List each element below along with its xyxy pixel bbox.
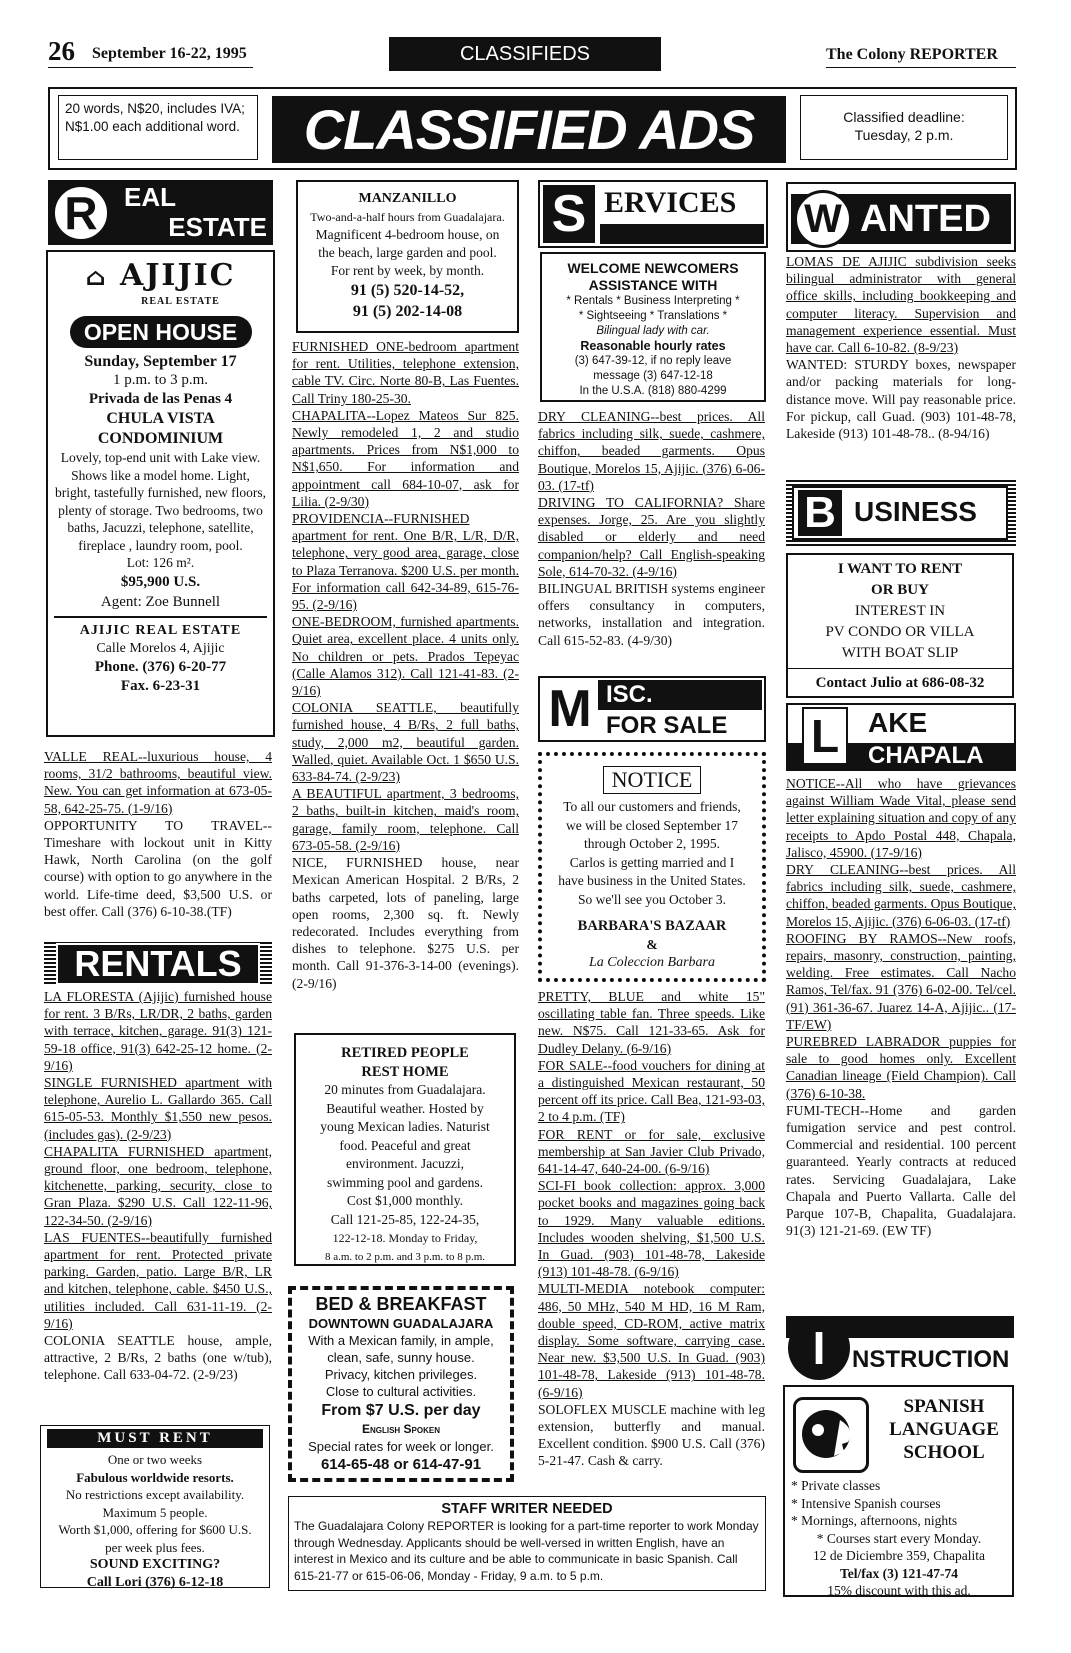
spanish-school-ad bbox=[783, 1385, 1014, 1597]
classified-ad: CHAPALITA FURNISHED apartment, ground floor, one bedroom, telephone, kitchenette, parking, security, close to Gran Plaza. $290 U.S. Call 122-11-96, 122-34-50. (2-9/16) bbox=[44, 1143, 272, 1228]
ajijic-fax: Fax. 6-23-31 bbox=[120, 678, 201, 694]
manzanillo-line: Two-and-a-half hours from Guadalajara. bbox=[310, 210, 505, 224]
must-rent-contact: Call Lori (376) 6-12-18 bbox=[86, 1574, 224, 1590]
manzanillo-phone: 91 (5) 202-14-08 bbox=[352, 303, 463, 320]
school-line: * Courses start every Monday. bbox=[816, 1530, 982, 1546]
must-rent-line: SOUND EXCITING? bbox=[89, 1557, 221, 1572]
retired-title: REST HOME bbox=[361, 1063, 449, 1080]
ajijic-logo-sub: REAL ESTATE bbox=[141, 296, 220, 307]
business-letter: B bbox=[798, 490, 842, 536]
notice-amp: & bbox=[646, 936, 658, 952]
must-rent-line: per week plus fees. bbox=[105, 1539, 205, 1555]
bnb-line: Close to cultural activities. bbox=[325, 1384, 477, 1399]
classified-ad: NOTICE--All who have grievances against William Wade Vital, please send letter explaining situation and copy of any receipts to Apdo Postal 448, Chapala, Jalisco, 45900. (17-9/16) bbox=[786, 776, 1016, 860]
rentals-title: RENTALS bbox=[74, 943, 242, 984]
open-house-date: Sunday, September 17 bbox=[84, 353, 237, 370]
school-line: * Private classes bbox=[791, 1478, 881, 1493]
newcomers-line: Bilingual lady with car. bbox=[596, 325, 710, 337]
classified-ad: BILINGUAL BRITISH systems engineer offers consultancy in computers, networks, installation and integration. Call 615-52-83. (4-9/30) bbox=[538, 581, 765, 648]
school-address: 12 de Diciembre 359, Chapalita bbox=[812, 1548, 986, 1563]
instruction-word: NSTRUCTION bbox=[852, 1346, 1010, 1373]
col3-ads-upper bbox=[538, 408, 765, 649]
staff-writer-ad bbox=[288, 1496, 766, 1591]
retired-title: RETIRED PEOPLE bbox=[341, 1045, 469, 1061]
lake-chapala-header bbox=[786, 703, 1016, 771]
ajijic-logo bbox=[54, 260, 267, 293]
services-header bbox=[538, 180, 768, 248]
ajijic-address: Calle Morelos 4, Ajijic bbox=[96, 641, 225, 656]
newcomers-phone: (3) 647-39-12, if no reply leave bbox=[574, 355, 732, 367]
retired-line: Beautiful weather. Hosted by bbox=[326, 1100, 484, 1116]
classified-ad: MULTI-MEDIA notebook computer: 486, 50 MHz, 540 M HD, 16 M Ram, double speed, CD-ROM, active matrix display. Some software, carrying case. Near new. $3,500 U.S. In Guad. (903) 101-48-78, Lakeside (913) 101-48-78. (6-9/16) bbox=[538, 1281, 765, 1400]
bnb-special: Special rates for week or longer. bbox=[308, 1439, 494, 1454]
classified-ad: A BEAUTIFUL apartment, 3 bedrooms, 2 baths, built-in kitchen, maid's room, garage, family room, telephone. Call 673-05-58. (2-9/16) bbox=[292, 786, 519, 853]
services-letter: S bbox=[543, 185, 595, 243]
real-estate-header bbox=[48, 180, 273, 245]
retired-line: environment. Jacuzzi, bbox=[345, 1156, 465, 1171]
must-rent-line: Maximum 5 people. bbox=[102, 1504, 208, 1520]
wanted-header bbox=[786, 182, 1016, 252]
must-rent-line: No restrictions except availability. bbox=[65, 1487, 245, 1502]
section-label bbox=[389, 37, 661, 71]
rent-buy-line: INTEREST IN bbox=[854, 603, 946, 619]
rent-buy-line: OR BUY bbox=[871, 582, 929, 598]
bnb-title: BED & BREAKFAST bbox=[315, 1294, 487, 1314]
business-word: USINESS bbox=[854, 496, 977, 527]
bnb-english: English Spoken bbox=[361, 1422, 440, 1436]
classified-ad: FURNISHED ONE-bedroom apartment for rent. Utilities, telephone extension, cable TV. Circ. Norte 80-B, Las Fuentes. Call Triny 180-25-30. bbox=[292, 339, 519, 406]
notice-line: So we'll see you October 3. bbox=[578, 891, 726, 907]
misc-word1: ISC. bbox=[598, 680, 762, 710]
classified-ad: WANTED: STURDY boxes, newspaper and/or packing materials for long-distance move. Will pay reasonable price. For pickup, call Guad. (903) 101-48-78, Lakeside (913) 101-48-78.. (8-94/16) bbox=[786, 357, 1016, 442]
notice-shop2: La Coleccion Barbara bbox=[589, 955, 715, 970]
banner-title-box bbox=[272, 96, 786, 163]
newcomers-title: ASSISTANCE WITH bbox=[588, 277, 718, 293]
bnb-line: With a Mexican family, in ample, bbox=[308, 1333, 494, 1348]
rent-buy-line: WITH BOAT SLIP bbox=[841, 645, 959, 661]
classified-ad: FOR SALE--food vouchers for dining at a distinguished Mexican restaurant, 50 percent off its price. Call Bea, 121-93-03, 2 to 4 p.m. (TF) bbox=[538, 1057, 765, 1125]
newcomers-phone: message (3) 647-12-18 bbox=[593, 370, 713, 382]
newcomers-title: WELCOME NEWCOMERS bbox=[567, 260, 739, 276]
banner-title: CLASSIFIED ADS bbox=[303, 98, 755, 161]
rates-box bbox=[58, 95, 258, 160]
retired-line: 8 a.m. to 2 p.m. and 3 p.m. to 8 p.m. bbox=[324, 1250, 486, 1263]
rent-buy-divider bbox=[788, 668, 1012, 669]
misc-header bbox=[538, 676, 766, 742]
wanted-word: ANTED bbox=[860, 198, 991, 240]
ajijic-logo-text: AJIJIC bbox=[119, 258, 236, 293]
classified-ad: SOLOFLEX MUSCLE machine with leg extension, butterfly and manual. Excellent condition. $900 U.S. Call (376) 5-21-47. Cash & carry. bbox=[538, 1401, 765, 1469]
lake-letter: L bbox=[802, 707, 848, 765]
classified-ad: ROOFING BY RAMOS--New roofs, repairs, masonry, construction, painting, welding. Free estimates. Call Nacho Ramos, Tel/fax. 91 (376) 6-02-00. Tel/cel. (91) 361-36-67. Juarez 14-A, Ajijic.. (17-TF/EW) bbox=[786, 930, 1016, 1032]
condo-price: $95,900 U.S. bbox=[120, 574, 201, 590]
notice-line: To all our customers and friends, bbox=[563, 799, 741, 814]
condo-agent: Agent: Zoe Bunnell bbox=[100, 594, 221, 610]
open-house-time: 1 p.m. to 3 p.m. bbox=[112, 372, 208, 388]
classified-ad: COLONIA SEATTLE house, ample, attractive, 2 B/Rs, 2 baths (one w/tub), telephone. Call 633-04-72. (2-9/23) bbox=[44, 1333, 272, 1383]
ajijic-company: AJIJIC REAL ESTATE bbox=[79, 623, 242, 638]
classified-ad: NICE, FURNISHED house, near Mexican American Hospital. 2 B/Rs, 2 baths carpeted, lots of paneling, large open rooms, 2,300 sq. ft. Newly redecorated. Includes everything from dishes to telephone. $275 U.S. per month. Call 91-376-3-14-00 (evenings). (2-9/16) bbox=[292, 855, 519, 991]
misc-letter: M bbox=[548, 680, 592, 738]
col1-ads-upper bbox=[44, 748, 272, 920]
rates-text: 20 words, N$20, includes IVA; N$1.00 each additional word. bbox=[65, 101, 245, 134]
must-rent-line: Worth $1,000, offering for $600 U.S. bbox=[58, 1522, 252, 1537]
school-details bbox=[791, 1477, 1007, 1600]
manzanillo-line: For rent by week, by month. bbox=[330, 263, 485, 278]
retired-line: 122-12-18. Monday to Friday, bbox=[332, 1231, 478, 1245]
newcomers-line: * Sightseeing * Translations * bbox=[578, 310, 728, 322]
school-logo bbox=[793, 1397, 869, 1473]
classified-ad: SINGLE FURNISHED apartment with telephone, Aurelio L. Gallardo 365. Call 615-05-53. Monthly $1,550 new pesos. (includes gas). (2-9/23) bbox=[44, 1075, 272, 1142]
classified-ad: PROVIDENCIA--FURNISHED apartment for rent. One B/R, L/R, D/R, telephone, very good area, garage, close to Plaza Terranova. $200 U.S. per month. For information call 642-34-89, 615-76-95. (2-9/16) bbox=[292, 511, 519, 613]
col3-ads-lower bbox=[538, 988, 765, 1470]
newcomers-phone: In the U.S.A. (818) 880-4299 bbox=[579, 385, 727, 397]
retired-line: Call 121-25-85, 122-24-35, bbox=[330, 1211, 480, 1227]
rentals-header-inner bbox=[56, 943, 260, 985]
notice-title: NOTICE bbox=[603, 766, 702, 794]
school-discount: 15% discount with this ad. bbox=[827, 1583, 971, 1598]
retired-line: swimming pool and gardens. bbox=[327, 1174, 483, 1190]
house-icon: ⌂ bbox=[85, 262, 108, 291]
real-estate-word2: ESTATE bbox=[168, 212, 267, 242]
bnb-phones: 614-65-48 or 614-47-91 bbox=[320, 1456, 482, 1473]
ajijic-phone: Phone. (376) 6-20-77 bbox=[94, 659, 227, 675]
school-line: * Mornings, afternoons, nights bbox=[791, 1513, 958, 1528]
classified-ad: PRETTY, BLUE and white 15" oscillating table fan. Three speeds. Like new. N$75. Call 121-33-65. Ask for Dudley Delany. (6-9/16) bbox=[538, 989, 765, 1056]
bnb-line: Privacy, kitchen privileges. bbox=[324, 1367, 478, 1382]
rentals-header bbox=[44, 940, 272, 984]
open-house-street: Privada de las Penas 4 bbox=[88, 391, 233, 407]
school-title-line: LANGUAGE bbox=[889, 1419, 999, 1440]
must-rent-title: MUST RENT bbox=[47, 1429, 263, 1448]
staff-writer-title: STAFF WRITER NEEDED bbox=[441, 1501, 613, 1517]
misc-word2: FOR SALE bbox=[606, 712, 728, 739]
rent-buy-ad bbox=[786, 553, 1014, 698]
col4-ads-lower bbox=[786, 775, 1016, 1239]
bnb-price: From $7 U.S. per day bbox=[321, 1402, 481, 1419]
paper-name: The Colony REPORTER bbox=[826, 46, 998, 63]
school-title-line: SPANISH bbox=[903, 1396, 985, 1417]
condo-name2: CONDOMINIUM bbox=[97, 430, 224, 447]
condo-body: Lovely, top-end unit with Lake view. Shows like a model home. Light, bright, tastefully furnished, new floors, plenty of storage. Two bedrooms, two baths, Jacuzzi, telephone, satellite, fireplace , laundry room, pool. bbox=[54, 450, 267, 553]
business-header bbox=[786, 480, 1016, 546]
lake-word1: AKE bbox=[868, 707, 928, 738]
header-rule-right bbox=[826, 67, 1016, 68]
services-word: ERVICES bbox=[604, 186, 737, 219]
retired-line: young Mexican ladies. Naturist bbox=[320, 1119, 490, 1134]
classified-ad: LOMAS DE AJIJIC subdivision seeks bilingual administrator with general office skills, including bookkeeping and computer literacy. Supervision and management experience essential. Must have car. Call 6-10-82. (8-9/23) bbox=[786, 254, 1016, 356]
real-estate-word1: EAL bbox=[124, 182, 176, 212]
manzanillo-title: MANZANILLO bbox=[358, 191, 457, 206]
newcomers-rates: Reasonable hourly rates bbox=[580, 339, 726, 353]
classified-ad: ONE-BEDROOM, furnished apartments. Quiet area, excellent place. 4 units only. No children or pets. Prados Tepeyac (Calle Alamos 312). Call 121-41-83. (2-9/16) bbox=[292, 614, 519, 699]
bnb-line: clean, safe, sunny house. bbox=[327, 1350, 475, 1365]
school-phone: Tel/fax (3) 121-47-74 bbox=[840, 1565, 958, 1581]
retired-people-ad bbox=[294, 1033, 516, 1266]
newcomers-line: * Rentals * Business Interpreting * bbox=[566, 295, 740, 307]
staff-writer-body: The Guadalajara Colony REPORTER is looking for a part-time reporter to work Monday through Wednesday. Applicants should be well-versed in written English, have an interest in Mexico and its culture and be able to communicate in basic Spanish. Call 615-21-77 or 615-06-06, Monday - Friday, 9 a.m. to 5 p.m. bbox=[294, 1519, 759, 1583]
deadline-box bbox=[800, 95, 1008, 160]
newcomers-ad bbox=[540, 252, 766, 402]
real-estate-letter: R bbox=[52, 184, 110, 242]
classified-ad: DRIVING TO CALIFORNIA? Share expenses. Jorge, 25. Are you slightly disabled or elderly and need companion/help? Call English-speaking Sole, 614-70-32. (4-9/16) bbox=[538, 495, 765, 579]
retired-line: 20 minutes from Guadalajara. bbox=[324, 1082, 486, 1097]
manzanillo-line: Magnificent 4-bedroom house, on bbox=[315, 227, 500, 242]
notice-ad bbox=[538, 752, 766, 982]
classified-ad: SCI-FI book collection: approx. 3,000 pocket books and magazines going back to 1929. Many valuable editions. Includes wooden shelving, $1,500 U.S. In Guad. (903) 101-48-78, Lakeside (913) 101-48-78. (6-9/16) bbox=[538, 1178, 765, 1280]
classified-ad: FUMI-TECH--Home and garden fumigation service and pest control. Commercial and residential. 100 percent guaranteed. Yearly contracts at reduced rates. Servicing Guadalajara, Lake Chapala and Puerto Vallarta. Calle del Parque 107-B, Chapalita, Guadalajara. 91(3) 121-21-69. (EW TF) bbox=[786, 1102, 1016, 1239]
instruction-letter: I bbox=[788, 1316, 850, 1380]
section-label-text: CLASSIFIEDS bbox=[459, 43, 591, 65]
must-rent-line: Fabulous worldwide resorts. bbox=[76, 1469, 234, 1485]
classified-ad: VALLE REAL--luxurious house, 4 rooms, 31/2 bathrooms, beautiful view. New. You can get information at 673-05-58, 642-25-75. (1-9/16) bbox=[44, 749, 272, 816]
retired-line: food. Peaceful and great bbox=[339, 1137, 471, 1153]
rent-buy-line: PV CONDO OR VILLA bbox=[825, 624, 975, 640]
head-silhouette-icon bbox=[796, 1400, 866, 1470]
classified-ad: LA FLORESTA (Ajijic) furnished house for rent. 3 B/Rs, LR/DR, 2 baths, garden with terrace, kitchen, garage. 91(3) 121-59-18 office, 91(3) 642-25-12 home. (2-9/16) bbox=[44, 989, 272, 1073]
manzanillo-ad bbox=[296, 180, 519, 333]
condo-name1: CHULA VISTA bbox=[106, 410, 215, 427]
deadline-value: Tuesday, 2 p.m. bbox=[854, 127, 954, 143]
instruction-header bbox=[786, 1316, 1014, 1382]
ajijic-divider bbox=[54, 616, 267, 618]
manzanillo-phone: 91 (5) 520-14-52, bbox=[350, 282, 465, 299]
classified-ad: DRY CLEANING--best prices. All fabrics including silk, suede, cashmere, chiffon, beaded garments. Opus Boutique, Morelos 15, Ajijic. (376) 6-06-03. (17-tf) bbox=[538, 409, 765, 493]
rent-buy-contact: Contact Julio at 686-08-32 bbox=[815, 675, 985, 691]
business-inner bbox=[792, 486, 1008, 540]
classified-ad: PUREBRED LABRADOR puppies for sale to good homes only. Excellent Canadian lineage (Field Champion). Call (376) 6-10-38. bbox=[786, 1034, 1016, 1101]
col4-ads-upper bbox=[786, 253, 1016, 442]
bnb-sub: DOWNTOWN GUADALAJARA bbox=[308, 1316, 494, 1331]
bed-breakfast-ad bbox=[288, 1286, 514, 1482]
classified-ad: DRY CLEANING--best prices. All fabrics including silk, suede, cashmere, chiffon, beaded garments. Opus Boutique, Morelos 15, Ajijic. (376) 6-06-03. (17-tf) bbox=[786, 862, 1016, 929]
deadline-label: Classified deadline: bbox=[843, 109, 965, 125]
page-number: 26 bbox=[48, 36, 75, 66]
classified-ad: CHAPALITA--Lopez Mateos Sur 825. Newly remodeled 1, 2 and studio apartments. Prices from N$1,000 to N$1,650. For information and appointment call 684-10-07, ask for Lilia. (2-9/30) bbox=[292, 407, 519, 509]
school-title-line: SCHOOL bbox=[903, 1442, 985, 1463]
wanted-letter: W bbox=[794, 190, 852, 248]
school-line: * Intensive Spanish courses bbox=[791, 1495, 941, 1511]
notice-line: Carlos is getting married and I bbox=[569, 854, 735, 870]
must-rent-ad bbox=[40, 1425, 270, 1588]
condo-lot: Lot: 126 m². bbox=[126, 555, 195, 570]
classified-ad: LAS FUENTES--beautifully furnished apartment for rent. Protected private parking. Garden, patio. Large B/R, LR and kitchen, telephone, cable. $450 U.S., utilities included. Call 631-11-19. (2-9/16) bbox=[44, 1229, 272, 1331]
issue-date: September 16-22, 1995 bbox=[92, 45, 247, 62]
open-house-text: OPEN HOUSE bbox=[83, 319, 238, 345]
classified-ad: COLONIA SEATTLE, beautifully furnished house, 4 B/Rs, 2 full baths, study, 2,000 m2, beautiful garden. Walled, quiet. Available Oct. 1 $650 U.S. 633-84-74. (2-9/23) bbox=[292, 700, 519, 785]
school-title bbox=[877, 1395, 1011, 1464]
must-rent-line: One or two weeks bbox=[107, 1452, 203, 1467]
rent-buy-line: I WANT TO RENT bbox=[837, 561, 963, 577]
lake-word2: CHAPALA bbox=[868, 742, 984, 769]
classified-ad: OPPORTUNITY TO TRAVEL-- Timeshare with lockout unit in Kitty Hawk, North Carolina (on the golf course) with option to go anywhere in the world. Life-time deed, $3,500 U.S. or best offer. Call (376) 6-10-38.(TF) bbox=[44, 817, 272, 919]
manzanillo-line: the beach, large garden and pool. bbox=[318, 245, 497, 260]
col1-ads-lower bbox=[44, 988, 272, 1384]
retired-line: Cost $1,000 monthly. bbox=[346, 1193, 464, 1208]
classified-ad: FOR RENT or for sale, exclusive membership at San Javier Club Privado, 641-14-47, 640-24-00. (6-9/16) bbox=[538, 1126, 765, 1177]
services-bar bbox=[600, 224, 764, 244]
notice-shop: BARBARA'S BAZAAR bbox=[577, 918, 727, 934]
header-rule-left bbox=[48, 67, 253, 68]
notice-line: we will be closed September 17 bbox=[565, 817, 739, 833]
notice-line: through October 2, 1995. bbox=[583, 836, 721, 851]
col2-ads bbox=[292, 338, 519, 992]
ajijic-ad bbox=[46, 250, 275, 737]
open-house-badge bbox=[70, 316, 252, 348]
notice-line: have business in the United States. bbox=[558, 873, 746, 888]
